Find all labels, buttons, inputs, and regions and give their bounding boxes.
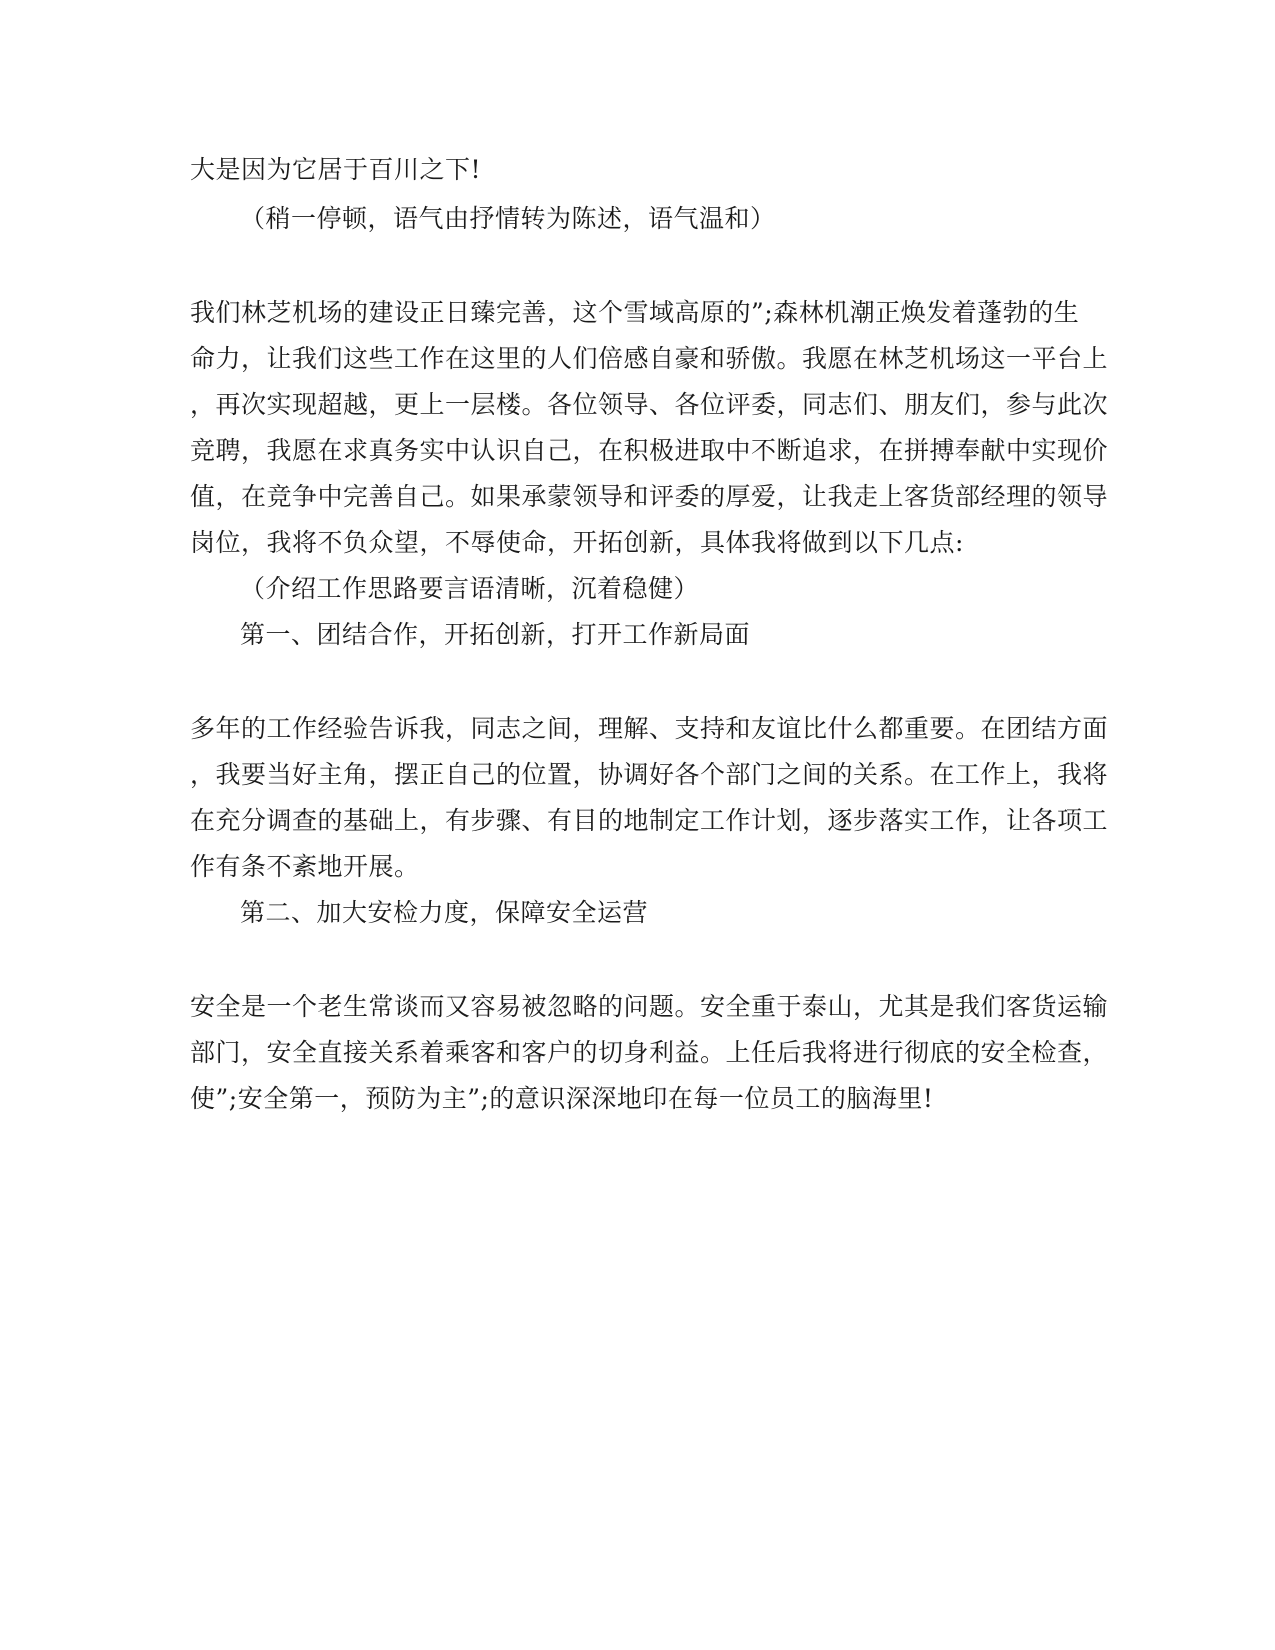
text-line: 作有条不紊地开展。 bbox=[190, 852, 420, 881]
text-line: 命力，让我们这些工作在这里的人们倍感自豪和骄傲。我愿在林芝机场这一平台上 bbox=[190, 344, 1109, 373]
text-line: 使”;安全第一，预防为主”;的意识深深地印在每一位员工的脑海里! bbox=[190, 1084, 934, 1113]
text-line: 在充分调查的基础上，有步骤、有目的地制定工作计划，逐步落实工作，让各项工 bbox=[190, 806, 1109, 835]
text-line: 我们林芝机场的建设正日臻完善，这个雪域高原的”;森林机潮正焕发着蓬勃的生 bbox=[190, 298, 1080, 327]
text-line: 大是因为它居于百川之下! bbox=[190, 155, 482, 184]
stage-direction: （稍一停顿，语气由抒情转为陈述，语气温和） bbox=[240, 204, 776, 233]
section-heading: 第二、加大安检力度，保障安全运营 bbox=[240, 898, 649, 927]
text-line: 安全是一个老生常谈而又容易被忽略的问题。安全重于泰山，尤其是我们客货运输 bbox=[190, 992, 1109, 1021]
text-line: ，我要当好主角，摆正自己的位置，协调好各个部门之间的关系。在工作上，我将 bbox=[190, 760, 1109, 789]
text-line: 值，在竞争中完善自己。如果承蒙领导和评委的厚爱，让我走上客货部经理的领导 bbox=[190, 482, 1109, 511]
stage-direction: （介绍工作思路要言语清晰，沉着稳健） bbox=[240, 574, 700, 603]
text-line: 岗位，我将不负众望，不辱使命，开拓创新，具体我将做到以下几点: bbox=[190, 528, 964, 557]
section-heading: 第一、团结合作，开拓创新，打开工作新局面 bbox=[240, 620, 751, 649]
text-line: ，再次实现超越，更上一层楼。各位领导、各位评委，同志们、朋友们，参与此次 bbox=[190, 390, 1109, 419]
text-line: 竞聘，我愿在求真务实中认识自己，在积极进取中不断追求，在拼搏奉献中实现价 bbox=[190, 436, 1109, 465]
text-line: 部门，安全直接关系着乘客和客户的切身利益。上任后我将进行彻底的安全检查， bbox=[190, 1038, 1109, 1067]
text-line: 多年的工作经验告诉我，同志之间，理解、支持和友谊比什么都重要。在团结方面 bbox=[190, 714, 1109, 743]
